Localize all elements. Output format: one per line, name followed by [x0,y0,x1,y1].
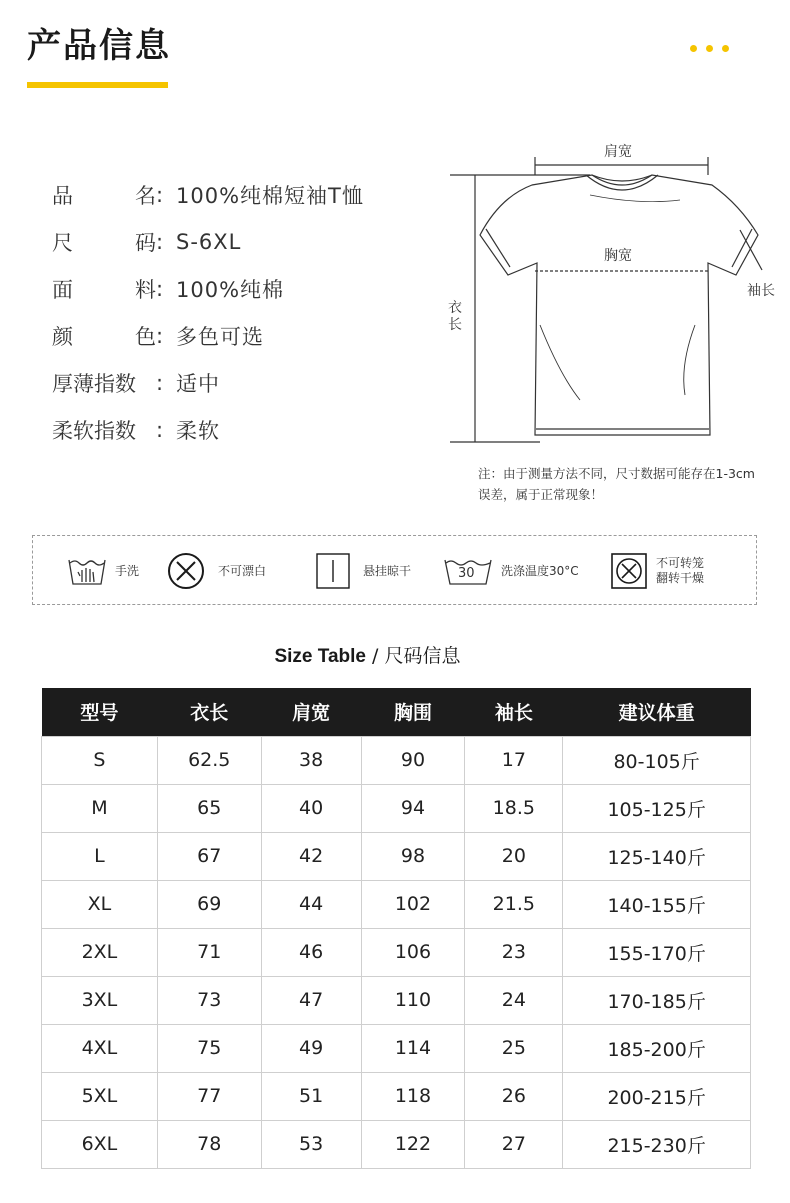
table-cell: 38 [261,736,361,784]
table-cell: 75 [157,1024,261,1072]
table-cell: 40 [261,784,361,832]
column-header: 肩宽 [261,688,361,736]
no-bleach-icon [166,551,206,591]
spec-label-char: 色 [135,325,156,349]
table-cell: 62.5 [157,736,261,784]
size-table-title-cn: 尺码信息 [384,645,461,667]
size-table-body [42,736,751,1168]
wash-temp-icon [443,554,493,588]
table-cell: XL [42,880,158,928]
column-header: 衣长 [157,688,261,736]
hand-wash-icon [67,554,107,588]
decorative-dots [690,45,729,52]
table-cell: 4XL [42,1024,158,1072]
table-cell: 3XL [42,976,158,1024]
care-no-bleach [166,536,266,606]
hang-dry-label: 悬挂晾干 [363,563,412,578]
hang-dry-icon [315,552,351,590]
table-row [42,736,751,784]
table-cell: 105-125斤 [563,784,751,832]
table-cell: 51 [261,1072,361,1120]
table-cell: 90 [361,736,465,784]
table-cell: 65 [157,784,261,832]
table-cell: 94 [361,784,465,832]
spec-row-name: 品 名 : 100%纯棉短袖T恤 [52,180,364,210]
dot-icon [722,45,729,52]
table-cell: 118 [361,1072,465,1120]
no-bleach-label: 不可漂白 [218,563,267,578]
size-table-title-en: Size Table [274,646,366,667]
no-tumble-line-2: 翻转干燥 [656,571,705,585]
table-cell: 6XL [42,1120,158,1168]
spec-value: 100%纯棉短袖T恤 [176,184,364,208]
shoulder-width-label: 肩宽 [604,144,632,160]
spec-value: 柔软 [176,419,220,443]
table-cell: 18.5 [465,784,563,832]
column-header: 袖长 [465,688,563,736]
table-cell: 42 [261,832,361,880]
table-cell: 73 [157,976,261,1024]
title-underline [27,82,168,88]
no-tumble-line-1: 不可转笼 [656,556,705,570]
tshirt-measurement-diagram [440,135,790,510]
table-row [42,1024,751,1072]
hand-wash-label: 手洗 [115,563,140,578]
care-no-tumble-dry [610,536,704,606]
spec-label: 柔软指数 [52,419,136,443]
table-row [42,784,751,832]
table-cell: 53 [261,1120,361,1168]
column-header: 建议体重 [563,688,751,736]
table-header-row [42,688,751,736]
spec-value: 适中 [176,372,220,396]
spec-value: S-6XL [176,230,242,254]
table-cell: 185-200斤 [563,1024,751,1072]
table-cell: 78 [157,1120,261,1168]
sleeve-length-label: 袖长 [747,283,775,299]
table-cell: 125-140斤 [563,832,751,880]
spec-row-thickness: 厚薄指数 : 适中 [52,368,220,398]
table-cell: 24 [465,976,563,1024]
spec-label: 厚薄指数 [52,372,136,396]
table-cell: 17 [465,736,563,784]
measurement-note: 注：由于测量方法不同，尺寸数据可能存在1-3cm 误差，属于正常现象！ [478,466,755,502]
care-wash-temp [443,536,579,606]
spec-label-char: 品 [52,184,73,208]
size-table-title [0,641,735,668]
no-tumble-dry-label [656,556,704,586]
table-cell: 215-230斤 [563,1120,751,1168]
table-cell: 200-215斤 [563,1072,751,1120]
spec-row-color: 颜 色 : 多色可选 [52,321,264,351]
table-cell: L [42,832,158,880]
table-cell: 69 [157,880,261,928]
spec-label-char: 料 [135,278,156,302]
table-cell: 170-185斤 [563,976,751,1024]
table-row [42,928,751,976]
spec-label-char: 尺 [52,231,73,255]
wash-temp-value: 30 [458,566,475,581]
wash-temp-label: 洗涤温度30°C [501,563,579,578]
table-row [42,880,751,928]
spec-row-fabric: 面 料 : 100%纯棉 [52,274,284,304]
table-cell: 49 [261,1024,361,1072]
size-table [41,688,751,1169]
care-hang-dry [315,536,411,606]
body-length-label: 衣长 [448,300,462,333]
table-cell: 67 [157,832,261,880]
chest-width-label: 胸宽 [604,248,632,264]
table-cell: 110 [361,976,465,1024]
spec-row-softness: 柔软指数 : 柔软 [52,415,220,445]
tshirt-outline-icon [440,135,790,465]
table-cell: 2XL [42,928,158,976]
table-cell: 71 [157,928,261,976]
table-cell: 114 [361,1024,465,1072]
spec-label-char: 码 [135,231,156,255]
table-cell: 122 [361,1120,465,1168]
spec-label-char: 面 [52,278,73,302]
table-cell: S [42,736,158,784]
size-table-title-sep: / [366,645,385,667]
spec-label-char: 名 [135,184,156,208]
table-row [42,1120,751,1168]
table-cell: 23 [465,928,563,976]
column-header: 型号 [42,688,158,736]
table-cell: 20 [465,832,563,880]
table-cell: 47 [261,976,361,1024]
table-cell: 44 [261,880,361,928]
dot-icon [690,45,697,52]
column-header: 胸围 [361,688,465,736]
table-cell: 106 [361,928,465,976]
spec-label-char: 颜 [52,325,73,349]
table-cell: 25 [465,1024,563,1072]
table-cell: M [42,784,158,832]
care-instructions [32,535,757,605]
table-row [42,832,751,880]
spec-value: 多色可选 [176,325,264,349]
page-title: 产品信息 [27,26,171,66]
table-row [42,1072,751,1120]
table-cell: 21.5 [465,880,563,928]
table-row [42,976,751,1024]
spec-row-size: 尺 码 : S-6XL [52,227,241,257]
care-hand-wash [67,536,139,606]
table-cell: 102 [361,880,465,928]
table-cell: 5XL [42,1072,158,1120]
spec-value: 100%纯棉 [176,278,285,302]
no-tumble-dry-icon [610,552,648,590]
table-cell: 77 [157,1072,261,1120]
dot-icon [706,45,713,52]
table-cell: 46 [261,928,361,976]
table-cell: 98 [361,832,465,880]
table-cell: 26 [465,1072,563,1120]
table-cell: 155-170斤 [563,928,751,976]
table-cell: 140-155斤 [563,880,751,928]
table-cell: 27 [465,1120,563,1168]
table-cell: 80-105斤 [563,736,751,784]
